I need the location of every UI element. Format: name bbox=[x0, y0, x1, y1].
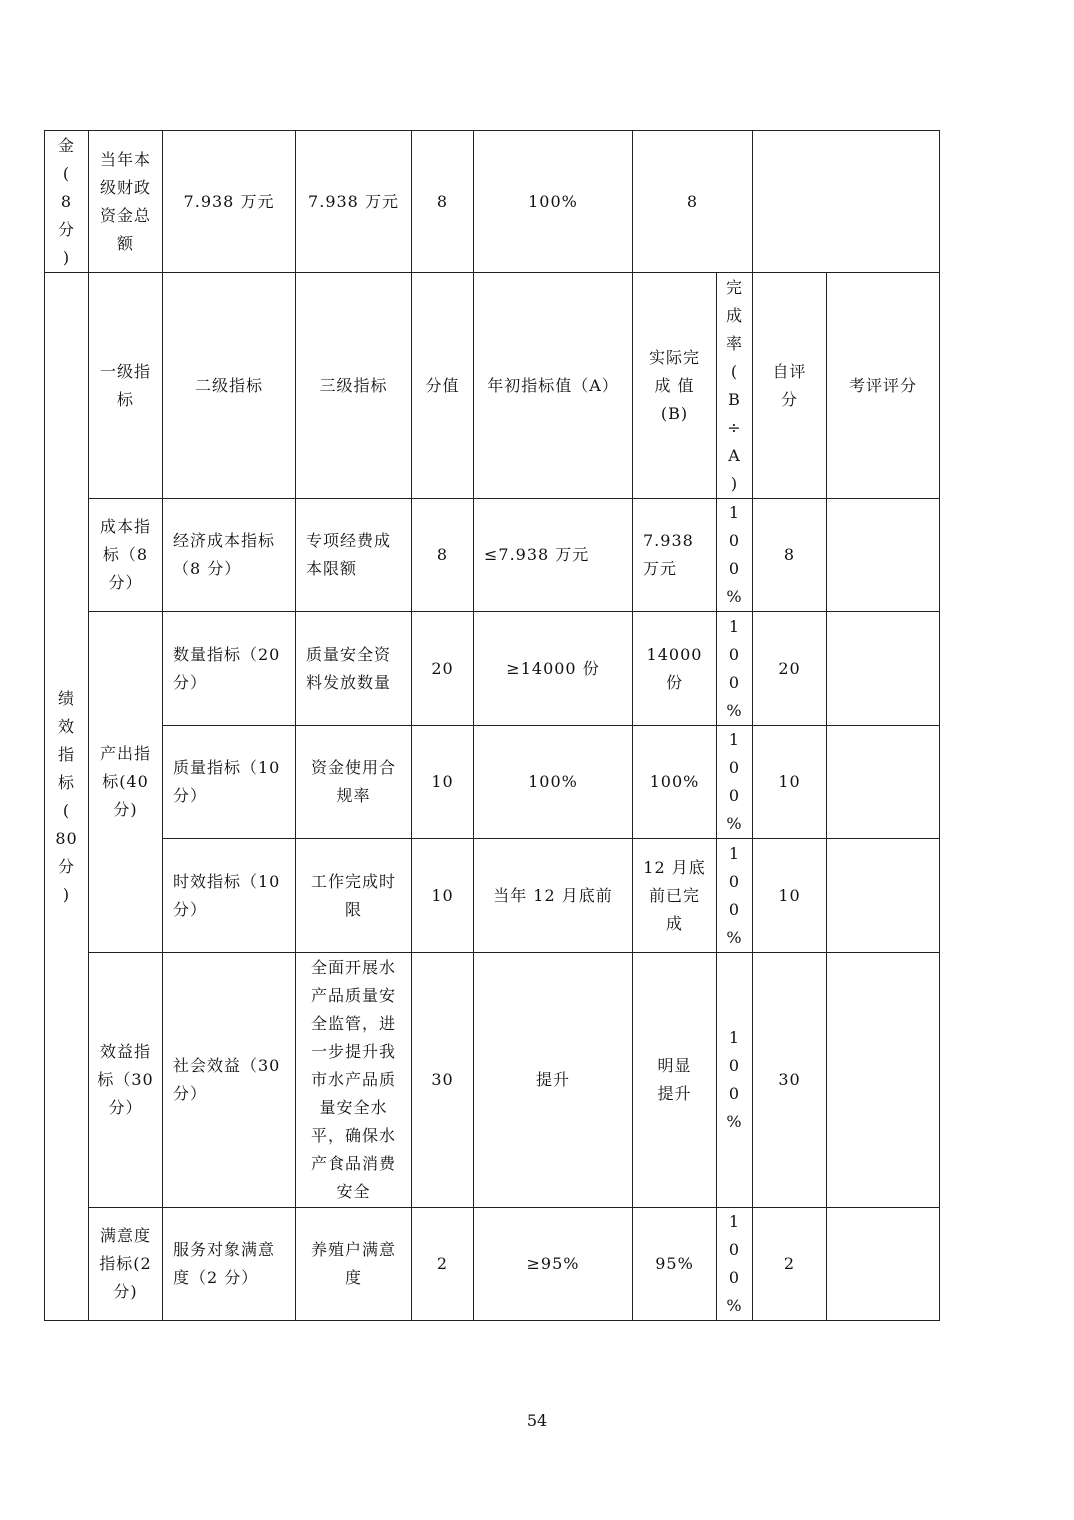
level2-cell: 社会效益（30 分） bbox=[163, 953, 296, 1208]
fund-row bbox=[45, 131, 940, 273]
self-score-cell: 10 bbox=[753, 839, 827, 953]
actual-cell: 100% bbox=[633, 726, 717, 839]
score-value-cell: 20 bbox=[412, 612, 474, 726]
level3-cell: 质量安全资 料发放数量 bbox=[296, 612, 412, 726]
group-satisfaction-cell: 满意度 指标(2 分) bbox=[89, 1208, 163, 1321]
performance-table bbox=[44, 130, 940, 1321]
fund-actual-cell: 7.938 万元 bbox=[296, 131, 412, 273]
group-benefit-cell: 效益指 标（30 分） bbox=[89, 953, 163, 1208]
fund-score-cell: 8 bbox=[633, 131, 753, 273]
level2-cell: 质量指标（10 分） bbox=[163, 726, 296, 839]
table-row bbox=[45, 612, 940, 726]
header-level3: 三级指标 bbox=[296, 273, 412, 499]
target-cell: ≤7.938 万元 bbox=[474, 499, 633, 612]
rate-cell: 1 0 0 % bbox=[717, 499, 753, 612]
review-cell bbox=[827, 1208, 940, 1321]
score-value-cell: 10 bbox=[412, 839, 474, 953]
score-value-cell: 2 bbox=[412, 1208, 474, 1321]
header-review: 考评评分 bbox=[827, 273, 940, 499]
level2-cell: 经济成本指标 （8 分） bbox=[163, 499, 296, 612]
rate-cell: 1 0 0 % bbox=[717, 726, 753, 839]
header-target: 年初指标值（A） bbox=[474, 273, 633, 499]
fund-label-cell: 当年本 级财政 资金总 额 bbox=[89, 131, 163, 273]
table-row bbox=[45, 726, 940, 839]
header-level1: 一级指 标 bbox=[89, 273, 163, 499]
rate-cell: 1 0 0 % bbox=[717, 612, 753, 726]
fund-rate-cell: 100% bbox=[474, 131, 633, 273]
table-row bbox=[45, 839, 940, 953]
self-score-cell: 30 bbox=[753, 953, 827, 1208]
header-actual: 实际完 成 值 (B) bbox=[633, 273, 717, 499]
header-row bbox=[45, 273, 940, 499]
score-value-cell: 8 bbox=[412, 499, 474, 612]
self-score-cell: 2 bbox=[753, 1208, 827, 1321]
review-cell bbox=[827, 953, 940, 1208]
review-cell bbox=[827, 612, 940, 726]
perf-category-cell: 绩 效 指 标 ( 80 分 ) bbox=[45, 273, 89, 1321]
actual-cell: 12 月底 前已完 成 bbox=[633, 839, 717, 953]
review-cell bbox=[827, 726, 940, 839]
target-cell: ≥14000 份 bbox=[474, 612, 633, 726]
target-cell: ≥95% bbox=[474, 1208, 633, 1321]
self-score-cell: 20 bbox=[753, 612, 827, 726]
fund-category-cell: 金 ( 8 分 ) bbox=[45, 131, 89, 273]
header-rate: 完 成 率 ( B ÷ A ) bbox=[717, 273, 753, 499]
level3-cell: 全面开展水 产品质量安 全监管，进 一步提升我 市水产品质 量安全水 平，确保水 产食品消费 安全 bbox=[296, 953, 412, 1208]
level3-cell: 资金使用合 规率 bbox=[296, 726, 412, 839]
score-value-cell: 30 bbox=[412, 953, 474, 1208]
page-number: 54 bbox=[526, 1411, 548, 1430]
rate-cell: 1 0 0 % bbox=[717, 1208, 753, 1321]
header-self-score: 自评 分 bbox=[753, 273, 827, 499]
actual-cell: 7.938 万元 bbox=[633, 499, 717, 612]
target-cell: 提升 bbox=[474, 953, 633, 1208]
level2-cell: 数量指标（20 分） bbox=[163, 612, 296, 726]
header-level2: 二级指标 bbox=[163, 273, 296, 499]
review-cell bbox=[827, 499, 940, 612]
level3-cell: 专项经费成 本限额 bbox=[296, 499, 412, 612]
target-cell: 100% bbox=[474, 726, 633, 839]
target-cell: 当年 12 月底前 bbox=[474, 839, 633, 953]
actual-cell: 14000 份 bbox=[633, 612, 717, 726]
actual-cell: 95% bbox=[633, 1208, 717, 1321]
review-cell bbox=[827, 839, 940, 953]
self-score-cell: 8 bbox=[753, 499, 827, 612]
actual-cell: 明显 提升 bbox=[633, 953, 717, 1208]
level2-cell: 时效指标（10 分） bbox=[163, 839, 296, 953]
rate-cell: 1 0 0 % bbox=[717, 839, 753, 953]
table-row bbox=[45, 953, 940, 1208]
level3-cell: 工作完成时 限 bbox=[296, 839, 412, 953]
header-score-value: 分值 bbox=[412, 273, 474, 499]
group-cost-cell: 成本指 标（8 分） bbox=[89, 499, 163, 612]
rate-cell: 1 0 0 % bbox=[717, 953, 753, 1208]
self-score-cell: 10 bbox=[753, 726, 827, 839]
fund-review-cell bbox=[753, 131, 940, 273]
score-value-cell: 10 bbox=[412, 726, 474, 839]
level3-cell: 养殖户满意 度 bbox=[296, 1208, 412, 1321]
table-row bbox=[45, 1208, 940, 1321]
level2-cell: 服务对象满意 度（2 分） bbox=[163, 1208, 296, 1321]
fund-budget-cell: 7.938 万元 bbox=[163, 131, 296, 273]
fund-score-value-cell: 8 bbox=[412, 131, 474, 273]
table-row bbox=[45, 499, 940, 612]
group-output-cell: 产出指 标(40 分) bbox=[89, 612, 163, 953]
